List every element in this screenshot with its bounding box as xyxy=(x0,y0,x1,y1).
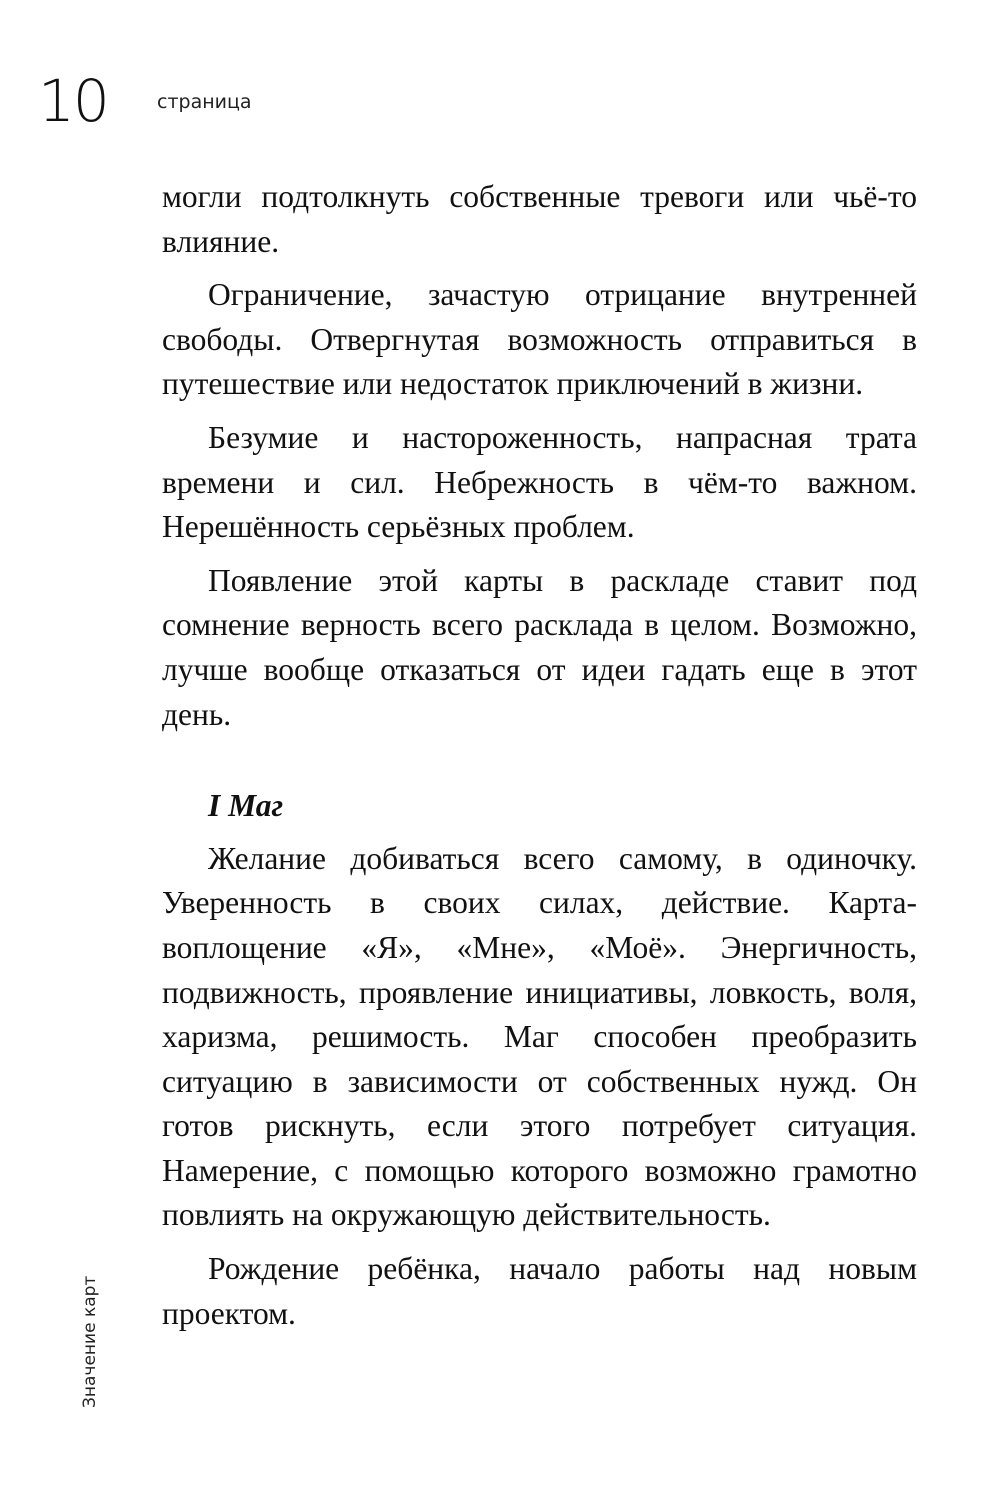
paragraph-magician-meaning: Желание добиваться всего самому, в одиночку. Уверенность в своих силах, действие. Карта-воплощение «Я», «Мне», «Моё». Энергичность, подвижность, проявление инициативы, ловкость, воля, харизма, решимость. Маг способен преобразить ситуацию в зависимости от собственных нужд. Он готов рискнуть, если этого потребует ситуация. Намерение, с помощью которого возможно грамотно повлиять на окружающую действительность. xyxy=(162,840,917,1233)
paragraph-continuation: могли подтолкнуть собственные тревоги или чьё-то влияние. xyxy=(162,179,917,259)
page-label: страница xyxy=(157,91,252,113)
paragraph-madness: Безумие и настороженность, напрасная трата времени и сил. Небрежность в чём-то важном. Нерешённость серьёзных проблем. xyxy=(162,419,917,545)
paragraph-restriction: Ограничение, зачастую отрицание внутренней свободы. Отвергнутая возможность отправиться в путешествие или недостаток приключений в жизни. xyxy=(162,277,917,402)
paragraph-magician-birth: Рождение ребёнка, начало работы над новым проектом. xyxy=(162,1251,917,1331)
paragraph-spread-doubt: Появление этой карты в раскладе ставит под сомнение верность всего расклада в целом. Возможно, лучше вообще отказаться от идеи гадать еще в этот день. xyxy=(162,562,917,732)
side-running-title: Значение карт xyxy=(80,1275,100,1408)
page-body xyxy=(162,175,917,1345)
page-number: 10 xyxy=(38,67,108,135)
section-heading-magician: I Маг xyxy=(208,788,284,824)
